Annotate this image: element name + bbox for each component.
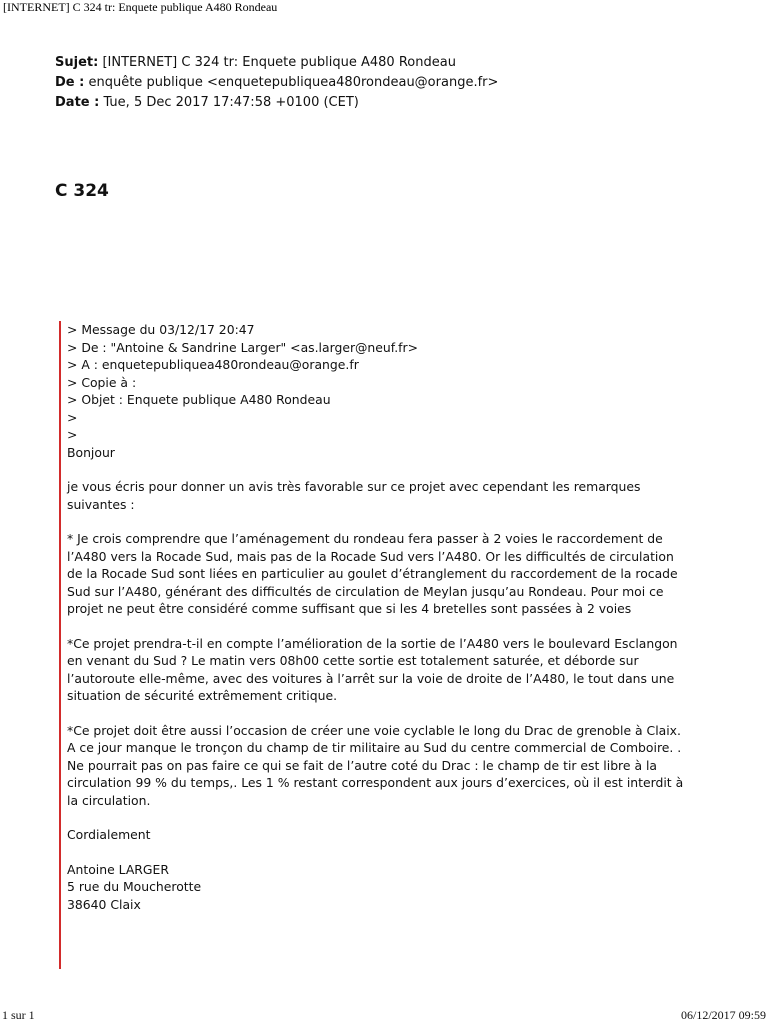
quote-header-line: > bbox=[67, 409, 78, 425]
date-value: Tue, 5 Dec 2017 17:47:58 +0100 (CET) bbox=[103, 95, 359, 110]
print-timestamp: 06/12/2017 09:59 bbox=[680, 1008, 766, 1022]
subject-value: [INTERNET] C 324 tr: Enquete publique A480 Rondeau bbox=[102, 55, 456, 70]
date-label: Date : bbox=[55, 95, 100, 110]
from-label: De : bbox=[55, 75, 85, 90]
from-row bbox=[55, 73, 498, 93]
quote-header-line: > Copie à : bbox=[67, 374, 137, 390]
subject-row bbox=[55, 53, 498, 73]
remark-paragraph-1: * Je crois comprendre que l’aménagement du rondeau fera passer à 2 voies le raccordement de l’A480 vers la Rocade Sud, mais pas de la Rocade Sud vers l’A480. Or les difficultés de circulation de la Rocade Sud sont liées en particulier au goulet d’étranglement du raccordement de la rocade Sud sur l’A480, générant des difficultés de circulation de Meylan jusqu’au Rondeau. Pour moi ce projet ne peut être considéré comme suffisant que si les 4 bretelles sont passées à 2 voies bbox=[67, 531, 678, 616]
subject-label: Sujet: bbox=[55, 55, 99, 70]
greeting: Bonjour bbox=[67, 444, 115, 460]
quoted-message bbox=[59, 321, 687, 969]
email-headers bbox=[55, 53, 498, 113]
closing: Cordialement bbox=[67, 827, 151, 842]
quote-header-line: > Message du 03/12/17 20:47 bbox=[67, 322, 255, 337]
quote-header-line: > De : "Antoine & Sandrine Larger" <as.larger@neuf.fr> bbox=[67, 339, 419, 355]
print-header-title: [INTERNET] C 324 tr: Enquete publique A480 Rondeau bbox=[3, 0, 278, 14]
signature-line: 38640 Claix bbox=[67, 896, 141, 912]
page-number: 1 sur 1 bbox=[2, 1008, 35, 1022]
from-value: enquête publique <enquetepubliquea480rondeau@orange.fr> bbox=[88, 75, 499, 90]
remark-paragraph-2: *Ce projet prendra-t-il en compte l’amélioration de la sortie de l’A480 vers le boulevard Esclangon en venant du Sud ? Le matin vers 08h00 cette sortie est totalement saturée, et déborde sur l’autoroute elle-même, avec des voitures à l’arrêt sur la voie de droite de l’A480, le tout dans une situation de sécurité extrêmement critique. bbox=[67, 635, 678, 703]
quote-header-line: > Objet : Enquete publique A480 Rondeau bbox=[67, 392, 331, 407]
remark-paragraph-3: *Ce projet doit être aussi l’occasion de créer une voie cyclable le long du Drac de grenoble à Claix. A ce jour manque le tronçon du champ de tir militaire au Sud du centre commercial de Comboire. . Ne pourrait pas on pas faire ce qui se fait de l’autre coté du Drac : le champ de tir est libre à la circulation 99 % du temps,. Les 1 % restant correspondent aux jours d’exercices, où il est interdit à la circulation. bbox=[67, 722, 684, 808]
signature-line: Antoine LARGER bbox=[67, 861, 169, 877]
signature-line: 5 rue du Moucherotte bbox=[67, 879, 202, 894]
quote-header-line: > bbox=[67, 427, 78, 442]
quote-header-line: > A : enquetepubliquea480rondeau@orange.fr bbox=[67, 357, 359, 372]
date-row bbox=[55, 93, 498, 113]
intro-paragraph: je vous écris pour donner un avis très favorable sur ce projet avec cependant les remarques suivantes : bbox=[67, 479, 641, 512]
body-title: C 324 bbox=[55, 181, 109, 201]
